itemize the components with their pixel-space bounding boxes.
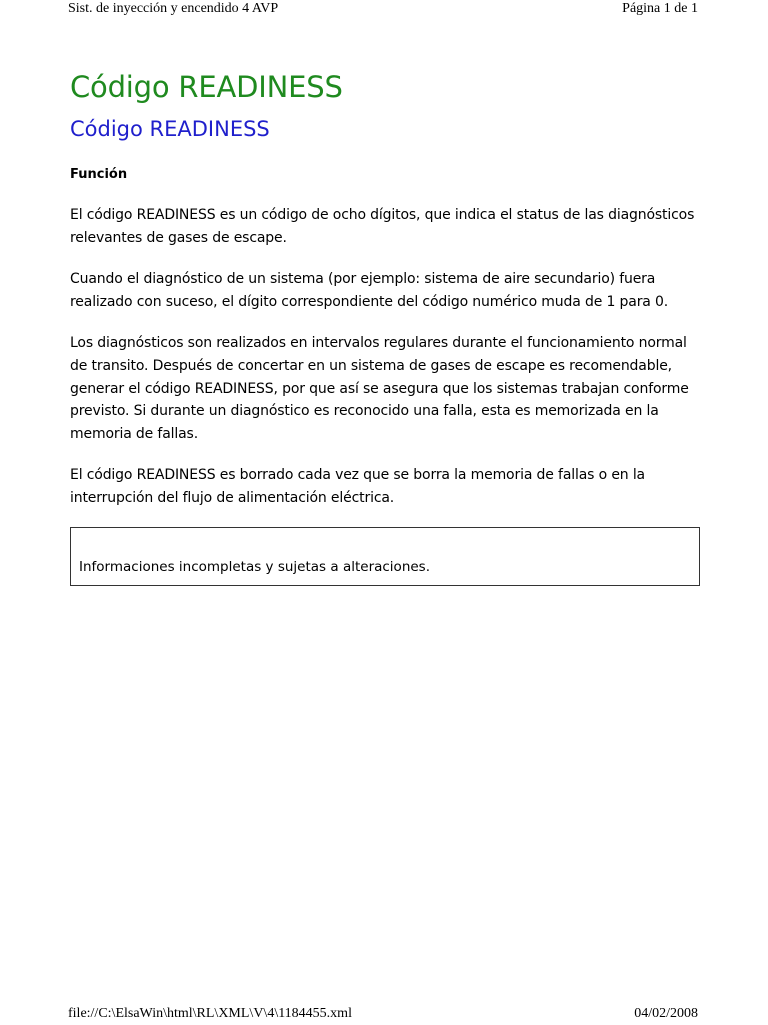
print-header-page-number: Página 1 de 1 [622,1,698,16]
section-heading: Función [70,167,128,182]
paragraph-3: Los diagnósticos son realizados en intervalos regulares durante el funcionamiento normal de transito. Después de concertar en un sistema de gases de escape es recomendable, generar el código READINESS, por que así se asegura que los sistemas trabajan conforme previsto. Si durante un diagnóstico es reconocido una falla, esta es memorizada en la memoria de fallas. [70,335,689,442]
print-header [68,0,698,20]
page-title: Código READINESS [70,70,343,104]
paragraph-1: El código READINESS es un código de ocho dígitos, que indica el status de las diagnósticos relevantes de gases de escape. [70,207,695,246]
document-body [70,66,700,586]
paragraph-4: El código READINESS es borrado cada vez que se borra la memoria de fallas o en la interrupción del flujo de alimentación eléctrica. [70,467,645,506]
print-footer-date: 04/02/2008 [634,1006,698,1021]
print-footer [68,1005,698,1025]
print-footer-file-path: file://C:\ElsaWin\html\RL\XML\V\4\1184455.xml [68,1006,352,1021]
paragraph-2: Cuando el diagnóstico de un sistema (por ejemplo: sistema de aire secundario) fuera realizado con suceso, el dígito correspondiente del código numérico muda de 1 para 0. [70,271,669,310]
print-header-title: Sist. de inyección y encendido 4 AVP [68,1,279,16]
notice-text: Informaciones incompletas y sujetas a alteraciones. [79,558,431,575]
notice-box [70,527,700,586]
page-subtitle: Código READINESS [70,117,270,141]
